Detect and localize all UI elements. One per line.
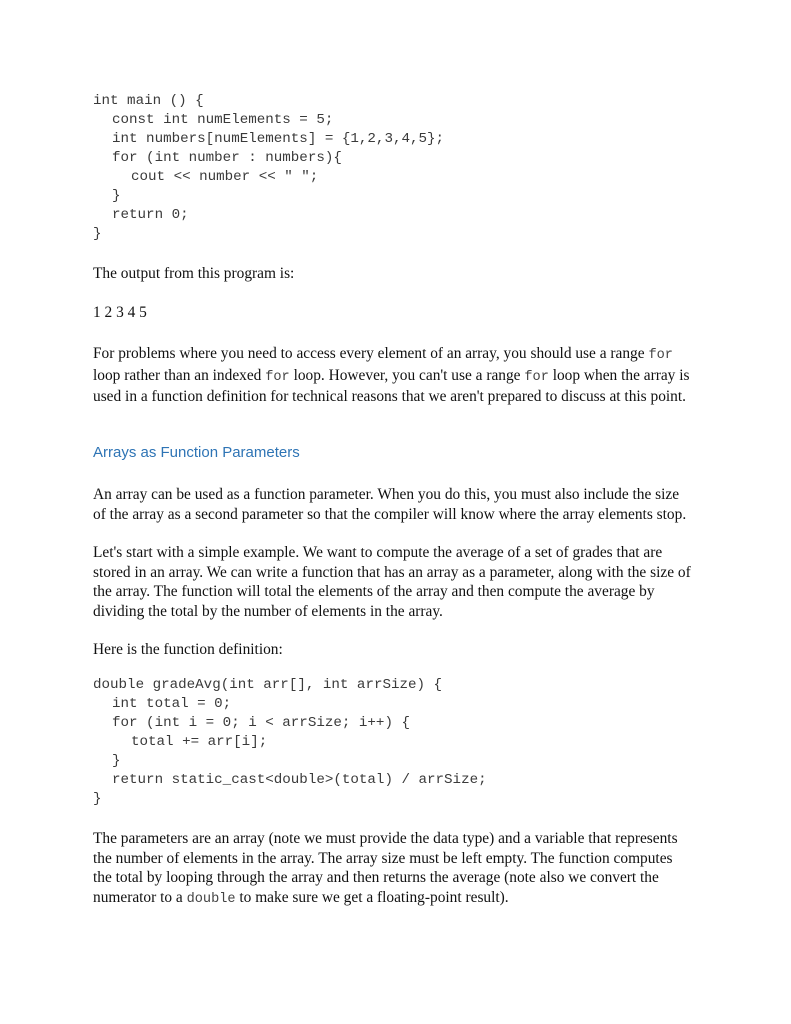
code-line: return 0; xyxy=(112,207,189,223)
parameters-explanation-paragraph xyxy=(93,829,693,909)
inline-code: for xyxy=(648,348,673,363)
text-run: loop. However, you can't use a range xyxy=(289,366,525,384)
inline-code: for xyxy=(265,369,290,385)
code-line: int main () { xyxy=(93,93,204,109)
code-line: double gradeAvg(int arr[], int arrSize) { xyxy=(93,677,443,693)
inline-code: double xyxy=(186,891,236,907)
example-paragraph: Let's start with a simple example. We want to compute the average of a set of grades that are stored in an array. We can write a function that has an array as a parameter, along with the size of the array. The function will total the elements of the array and then compute the average by dividing the total by the number of elements in the array. xyxy=(93,544,691,620)
text-run: to make sure we get a floating-point result). xyxy=(235,888,509,906)
code-line: } xyxy=(93,791,102,807)
section-heading: Arrays as Function Parameters xyxy=(93,444,300,461)
code-line: for (int number : numbers){ xyxy=(112,150,342,166)
inline-code: for xyxy=(524,369,549,385)
code-line: int numbers[numElements] = {1,2,3,4,5}; xyxy=(112,131,445,147)
text-run: loop rather than an indexed xyxy=(93,366,266,384)
output-intro: The output from this program is: xyxy=(93,265,295,282)
code-block-function xyxy=(93,676,487,809)
text-run: The parameters are an array (note we must provide the data type) and a variable that represents the number of elements in the array. The array size must be left empty. The function computes the total by looping through the array and then returns the average (note also we convert the numerator to a xyxy=(93,830,678,906)
code-block-main xyxy=(93,92,444,244)
output-value: 1 2 3 4 5 xyxy=(93,304,147,321)
code-line: } xyxy=(112,188,121,204)
code-line: } xyxy=(93,226,102,242)
code-line: return static_cast<double>(total) / arrSize; xyxy=(112,772,487,788)
range-for-paragraph xyxy=(93,344,693,407)
code-line: } xyxy=(112,753,121,769)
function-definition-intro: Here is the function definition: xyxy=(93,641,283,658)
code-line: total += arr[i]; xyxy=(131,734,268,750)
code-line: for (int i = 0; i < arrSize; i++) { xyxy=(112,715,410,731)
array-parameter-paragraph: An array can be used as a function parameter. When you do this, you must also include the size of the array as a second parameter so that the compiler will know where the array elements stop. xyxy=(93,486,687,523)
text-run: loop when the array is used in a function definition for technical reasons that we aren't prepared to discuss at this point. xyxy=(93,366,690,405)
code-line: cout << number << " "; xyxy=(131,169,319,185)
code-line: int total = 0; xyxy=(112,696,232,712)
code-line: const int numElements = 5; xyxy=(112,112,334,128)
text-run: For problems where you need to access every element of an array, you should use a range xyxy=(93,345,649,362)
